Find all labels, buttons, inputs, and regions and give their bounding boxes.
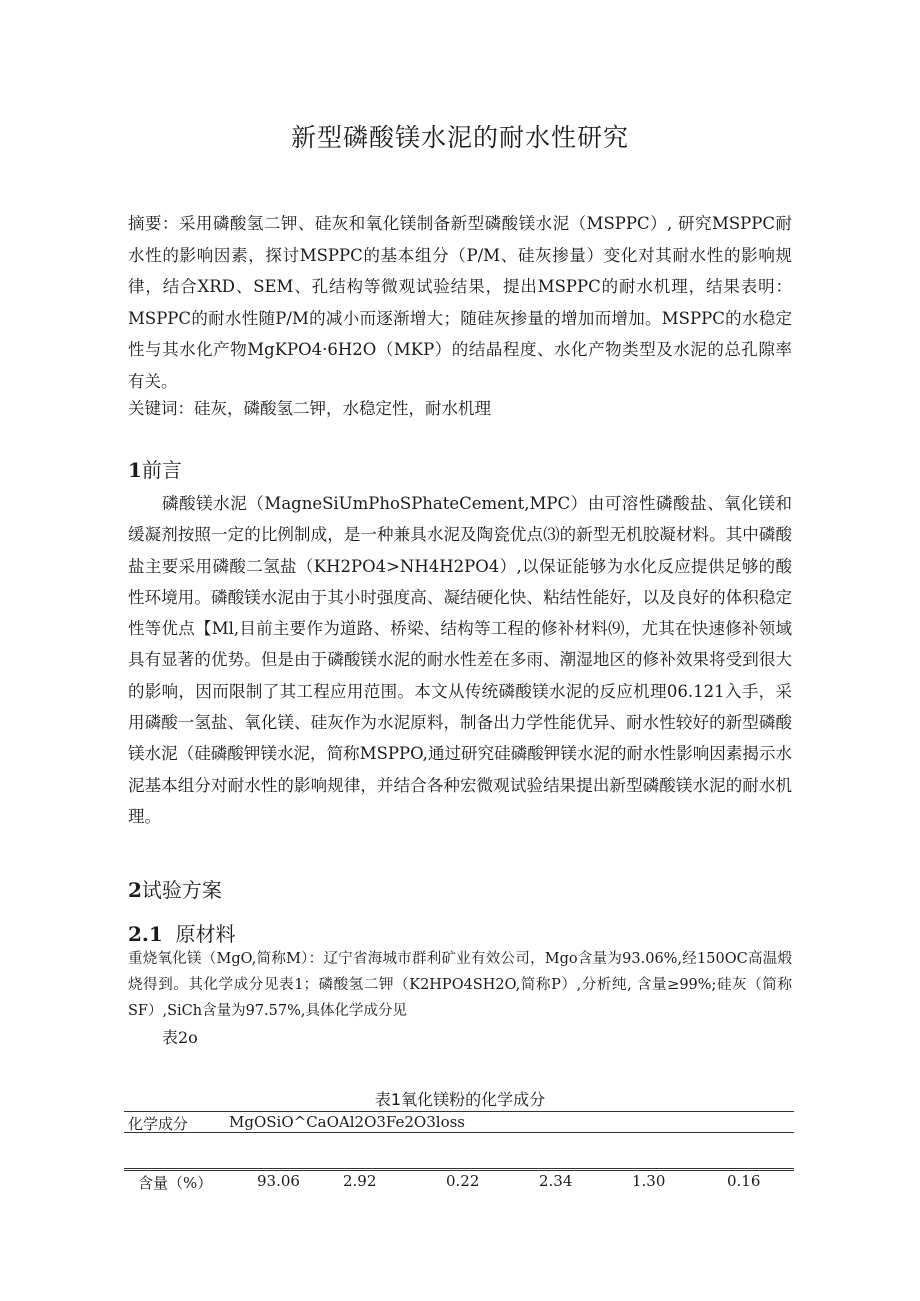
section-1-number: 1 [128,458,142,482]
section-1-title: 前言 [141,458,182,482]
table-cell: 0.16 [727,1172,761,1190]
section-2-1-number: 2.1 [128,922,163,946]
section-2-title: 试验方案 [141,878,222,902]
section-1-heading [128,454,182,483]
table-1-caption: 表1氧化镁粉的化学成分 [374,1090,546,1109]
table-cell: 0.22 [446,1172,480,1190]
table-header-rule [124,1132,794,1133]
table-body-rule-2 [124,1170,794,1171]
section-2-1-title: 原材料 [175,922,236,946]
table-cell: 2.34 [539,1172,573,1190]
table-reference: 表2o [162,1028,198,1047]
section-2-number: 2 [128,878,142,902]
introduction-paragraph: 磷酸镁水泥（MagneSiUmPhoSPhateCement,MPC）由可溶性磷酸盐、氧化镁和缓凝剂按照一定的比例制成，是一种兼具水泥及陶瓷优点⑶的新型无机胶凝材料。其中磷酸盐主要采用磷酸二氢盐（KH2PO4>NH4H2PO4）,以保证能够为水化反应提供足够的酸性环境用。磷酸镁水泥由于其小时强度高、凝结硬化快、粘结性能好，以及良好的体积稳定性等优点【Ml,目前主要作为道路、桥梁、结构等工程的修补材料⑼，尤其在快速修补领域具有显著的优势。但是由于磷酸镁水泥的耐水性差在多雨、潮湿地区的修补效果将受到很大的影响，因而限制了其工程应用范围。本文从传统磷酸镁水泥的反应机理06.121入手，采用磷酸一氢盐、氧化镁、硅灰作为水泥原料，制备出力学性能优异、耐水性较好的新型磷酸镁水泥（硅磷酸钾镁水泥，简称MSPPO,通过研究硅磷酸钾镁水泥的耐水性影响因素揭示水泥基本组分对耐水性的影响规律，并结合各种宏微观试验结果提出新型磷酸镁水泥的耐水机理。 [128,494,792,826]
table-body-rule [124,1168,794,1169]
section-2-heading [128,874,222,903]
table-header-label: 化学成分 [128,1115,189,1133]
paper-title: 新型磷酸镁水泥的耐水性研究 [290,123,629,152]
table-cell: 2.92 [343,1172,377,1190]
table-top-rule [124,1111,794,1112]
abstract-paragraph: 摘要：采用磷酸氢二钾、硅灰和氧化镁制备新型磷酸镁水泥（MSPPC）, 研究MSPPC耐水性的影响因素，探讨MSPPC的基本组分（P/M、硅灰掺量）变化对其耐水性的影响规律，结合XRD、SEM、孔结构等微观试验结果，提出MSPPC的耐水机理，结果表明：MSPPC的耐水性随P/M的减小而逐渐增大；随硅灰掺量的增加而增加。MSPPC的水稳定性与其水化产物MgKPO4·6H2O（MKP）的结晶程度、水化产物类型及水泥的总孔隙率有关。 [128,214,792,391]
section-2-1-heading [128,918,236,947]
table-row-label: 含量（%） [138,1174,213,1192]
table-header-columns: MgOSiO^CaOAl2O3Fe2O3loss [229,1113,466,1131]
materials-paragraph: 重烧氧化镁（MgO,简称M）：辽宁省海城市群利矿业有效公司，Mgo含量为93.06%,经150OC高温煅烧得到。其化学成分见表1；磷酸氢二钾（K2HPO4SH2O,简称P）,分析纯, 含量≥99%;硅灰（简称SF）,SiCh含量为97.57%,具体化学成分见 [128,951,792,1019]
table-cell: 93.06 [257,1172,300,1190]
table-cell: 1.30 [632,1172,666,1190]
keywords-line: 关键词：硅灰，磷酸氢二钾，水稳定性，耐水机理 [128,399,491,418]
